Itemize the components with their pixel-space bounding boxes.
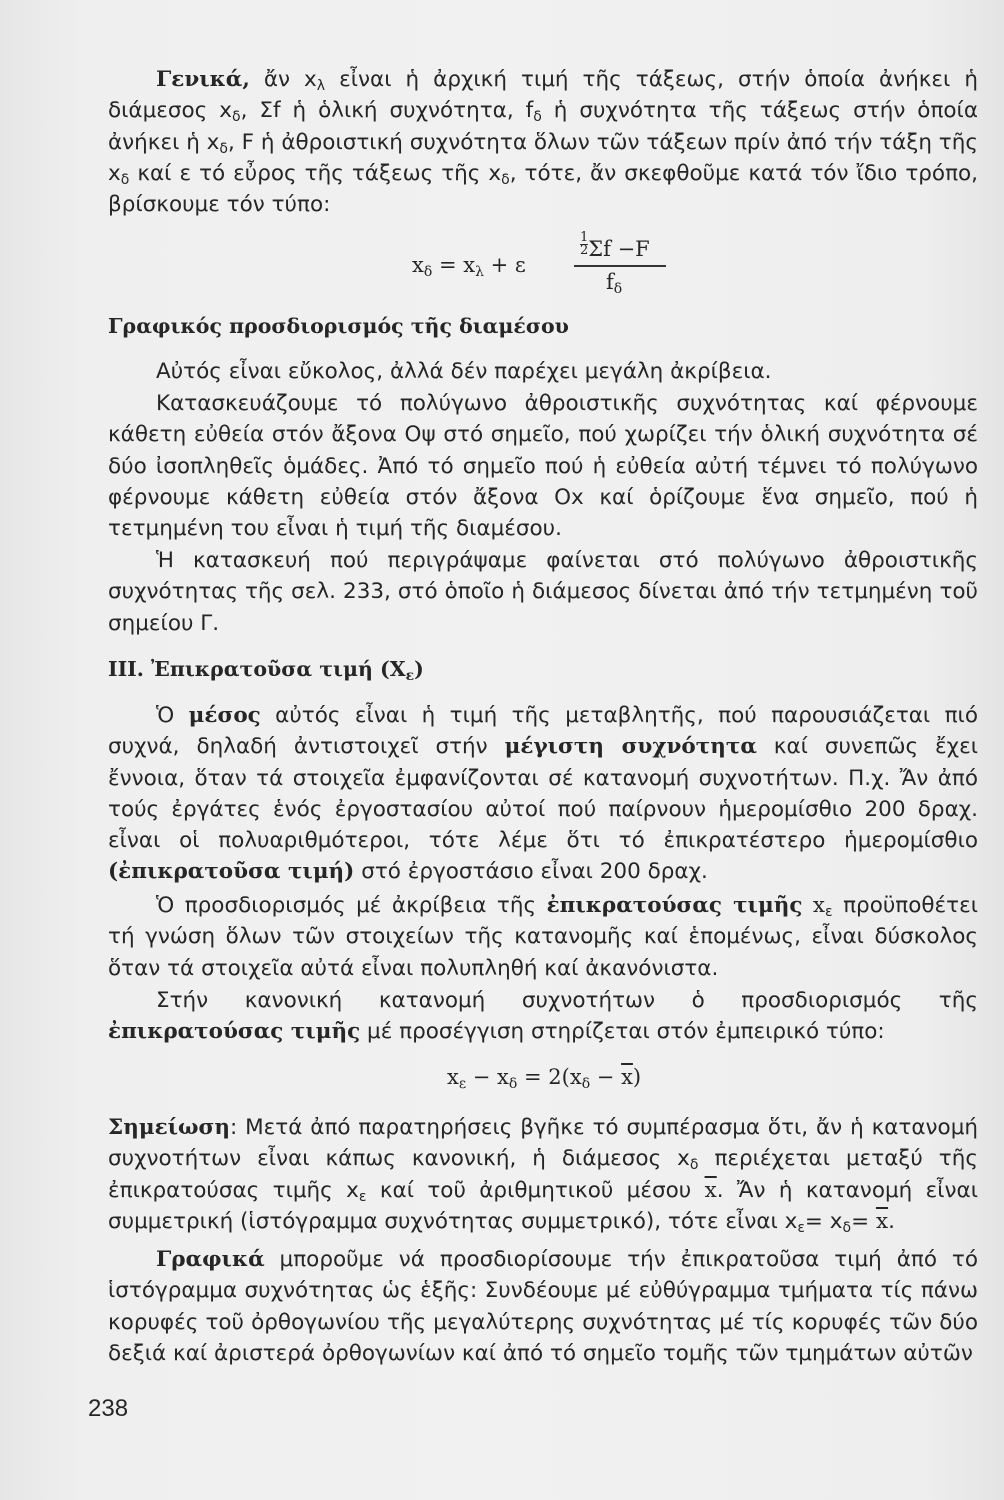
section-heading-mode: III. Ἐπικρατοῦσα τιμή $(X_\varepsilon)$ <box>108 657 424 684</box>
empirical-formula: $x_\varepsilon - x_\delta = 2(x_\delta - \overline{x})$ <box>447 1065 642 1092</box>
paragraph: Ὁ προσδιορισμός μέ ἀκρίβεια τῆς ἐπικρατούσας τιμῆς $x_\varepsilon$ προϋποθέτει τή γνώση ὅλων τῶν στοιχείων τῆς κατανομῆς καί ἑπομένως, εἶναι δύσκολος ὅταν τά στοιχεῖα αὐτά εἶναι πολυπληθή καί ἀκανόνιστα. <box>108 893 978 981</box>
note-label: Σημείωση <box>108 1115 230 1140</box>
paragraph: Στήν κανονική κατανομή συχνοτήτων ὁ προσδιορισμός τῆς ἐπικρατούσας τιμῆς μέ προσέγγιση στηρίζεται στόν ἐμπειρικό τύπο: <box>108 988 978 1045</box>
paragraph: Γραφικά μποροῦμε νά προσδιορίσουμε τήν ἐπικρατοῦσα τιμή ἀπό τό ἱστόγραμμα συχνότητας ὡς ἑξῆς: Συνδέουμε μέ εὐθύγραμμα τμήματα τίς πάνω κορυφές τοῦ ὀρθογωνίου τῆς μεγαλύτερης συχνότητας μέ τίς κορυφές τῶν δύο δεξιά καί ἀριστερά ὀρθογωνίων καί ἀπό τό σημεῖο τομῆς τῶν τμημάτων αὐτῶν <box>108 1247 978 1366</box>
section-heading-graphical-median: Γραφικός προσδιορισμός τῆς διαμέσου <box>108 314 569 338</box>
paragraph: Κατασκευάζουμε τό πολύγωνο ἀθροιστικῆς συχνότητας καί φέρνουμε κάθετη εὐθεία στόν ἄξονα Οψ στό σημεῖο, πού χωρίζει τήν ὁλική συχνότητα σέ δύο ἰσοπληθεῖς ὁμάδες. Ἀπό τό σημεῖο πού ἡ εὐθεία αὐτή τέμνει τό πολύγωνο φέρνουμε κάθετη εὐθεία στόν ἄξονα Οx καί ὁρίζουμε ἕνα σημεῖο, πού ἡ τετμημένη του εἶναι ἡ τιμή τῆς διαμέσου. <box>108 391 978 542</box>
fraction-bar <box>574 265 666 267</box>
lead-word: Γενικά, <box>156 67 250 92</box>
one-half: $\frac{1}{2}$ <box>580 230 589 258</box>
page: Γενικά, ἄν $x_\lambda$ εἶναι ἡ ἀρχική τιμή τῆς τάξεως, στήν ὁποία ἀνήκει ἡ διάμεσος $x_\delta$, Σf ἡ ὁλική συχνότητα, $f_\delta$ ἡ συχνότητα τῆς τάξεως στήν ὁποία ἀνήκει ἡ $x_\delta$, F ἡ ἀθροιστική συχνότητα ὅλων τῶν τάξεων πρίν ἀπό τήν τάξη τῆς $x_\delta$ καί ε τό εὖρος τῆς τάξεως τῆς $x_\delta$, τότε, ἄν σκεφθοῦμε κατά τόν ἴδιο τρόπο, βρίσκουμε τόν τύπο: $x_\delta = x_\lambda + \varepsilon$ $\frac{1}{2}$ Σf −F $f_\delta$ Γραφικός προσδιορισμός τῆς διαμέσου Αὐτός εἶναι εὔκολος, ἀλλά δέν παρέχει μεγάλη ἀκρίβεια. Κατασκευάζουμε τό πολύγωνο ἀθροιστικῆς συχνότητας καί φέρνουμε κάθετη εὐθεία στόν ἄξονα Οψ στό σημεῖο, πού χωρίζει τήν ὁλική συχνότητα σέ δύο ἰσοπληθεῖς ὁμάδες. Ἀπό τό σημεῖο πού ἡ εὐθεία αὐτή τέμνει τό πολύγωνο φέρνουμε κάθετη εὐθεία στόν ἄξονα Οx καί ὁρίζουμε ἕνα σημεῖο, πού ἡ τετμημένη του εἶναι ἡ τιμή τῆς διαμέσου. Ἡ κατασκευή πού περιγράψαμε φαίνεται στό πολύγωνο ἀθροιστικῆς συχνότητας τῆς σελ. 233, στό ὁποῖο ἡ διάμεσος δίνεται ἀπό τήν τετμημένη τοῦ σημείου Γ. III. Ἐπικρατοῦσα τιμή $(X_\varepsilon)$ Ὁ μέσος αὐτός εἶναι ἡ τιμή τῆς μεταβλητῆς, πού παρουσιάζεται πιό συχνά, δηλαδή ἀντιστοιχεῖ στήν μέγιστη συχνότητα καί συνεπῶς ἔχει ἔννοια, ὅταν τά στοιχεῖα ἐμφανίζονται σέ κατανομή συχνοτήτων. Π.χ. Ἄν ἀπό τούς ἐργάτες ἑνός ἐργοστασίου αὐτοί πού παίρνουν ἡμερομίσθιο 200 δραχ. εἶναι οἱ πολυαριθμότεροι, τότε λέμε ὅτι τό ἐπικρατέστερο ἡμερομίσθιο (ἐπικρατοῦσα τιμή) στό ἐργοστάσιο εἶναι 200 δραχ. Ὁ προσδιορισμός μέ ἀκρίβεια τῆς ἐπικρατούσας τιμῆς $x_\varepsilon$ προϋποθέτει τή γνώση ὅλων τῶν στοιχείων τῆς κατανομῆς καί ἑπομένως, εἶναι δύσκολος ὅταν τά στοιχεῖα αὐτά εἶναι πολυπληθή καί ἀκανόνιστα. Στήν κανονική κατανομή συχνοτήτων ὁ προσδιορισμός τῆς ἐπικρατούσας τιμῆς μέ προσέγγιση στηρίζεται στόν ἐμπειρικό τύπο: $x_\varepsilon - x_\delta = 2(x_\delta - \overline{x})$ Σημείωση: Μετά ἀπό παρατηρήσεις βγῆκε τό συμπέρασμα ὅτι, ἄν ἡ κατανομή συχνοτήτων εἶναι κάπως κανονική, ἡ διάμεσος $x_\delta$ περιέχεται μεταξύ τῆς ἐπικρατούσας τιμῆς $x_\varepsilon$ καί τοῦ ἀριθμητικοῦ μέσου $\overline{x}$. Ἄν ἡ κατανομή εἶναι συμμετρική (ἱστόγραμμα συχνότητας συμμετρικό), τότε εἶναι $x_\varepsilon= x_\delta= \overline{x}$. Γραφικά μποροῦμε νά προσδιορίσουμε τήν ἐπικρατοῦσα τιμή ἀπό τό ἱστόγραμμα συχνότητας ὡς ἑξῆς: Συνδέουμε μέ εὐθύγραμμα τμήματα τίς πάνω κορυφές τοῦ ὀρθογωνίου τῆς μεγαλύτερης συχνότητας μέ τίς κορυφές τῶν δύο δεξιά καί ἀριστερά ὀρθογωνίων καί ἀπό τό σημεῖο τομῆς τῶν τμημάτων αὐτῶν 238 <box>0 0 1004 1500</box>
paragraph: Αὐτός εἶναι εὔκολος, ἀλλά δέν παρέχει μεγάλη ἀκρίβεια. <box>156 359 772 384</box>
note-paragraph: Σημείωση: Μετά ἀπό παρατηρήσεις βγῆκε τό συμπέρασμα ὅτι, ἄν ἡ κατανομή συχνοτήτων εἶναι κάπως κανονική, ἡ διάμεσος $x_\delta$ περιέχεται μεταξύ τῆς ἐπικρατούσας τιμῆς $x_\varepsilon$ καί τοῦ ἀριθμητικοῦ μέσου $\overline{x}$. Ἄν ἡ κατανομή εἶναι συμμετρική (ἱστόγραμμα συχνότητας συμμετρικό), τότε εἶναι $x_\varepsilon= x_\delta= \overline{x}$. <box>108 1115 979 1236</box>
paragraph: Ὁ μέσος αὐτός εἶναι ἡ τιμή τῆς μεταβλητῆς, πού παρουσιάζεται πιό συχνά, δηλαδή ἀντιστοιχεῖ στήν μέγιστη συχνότητα καί συνεπῶς ἔχει ἔννοια, ὅταν τά στοιχεῖα ἐμφανίζονται σέ κατανομή συχνοτήτων. Π.χ. Ἄν ἀπό τούς ἐργάτες ἑνός ἐργοστασίου αὐτοί πού παίρνουν ἡμερομίσθιο 200 δραχ. εἶναι οἱ πολυαριθμότεροι, τότε λέμε ὅτι τό ἐπικρατέστερο ἡμερομίσθιο (ἐπικρατοῦσα τιμή) στό ἐργοστάσιο εἶναι 200 δραχ. <box>108 703 978 885</box>
intro-paragraph: Γενικά, ἄν $x_\lambda$ εἶναι ἡ ἀρχική τιμή τῆς τάξεως, στήν ὁποία ἀνήκει ἡ διάμεσος $x_\delta$, Σf ἡ ὁλική συχνότητα, $f_\delta$ ἡ συχνότητα τῆς τάξεως στήν ὁποία ἀνήκει ἡ $x_\delta$, F ἡ ἀθροιστική συχνότητα ὅλων τῶν τάξεων πρίν ἀπό τήν τάξη τῆς $x_\delta$ καί ε τό εὖρος τῆς τάξεως τῆς $x_\delta$, τότε, ἄν σκεφθοῦμε κατά τόν ἴδιο τρόπο, βρίσκουμε τόν τύπο: <box>108 67 979 218</box>
page-number: 238 <box>88 1395 129 1422</box>
paragraph: Ἡ κατασκευή πού περιγράψαμε φαίνεται στό πολύγωνο ἀθροιστικῆς συχνότητας τῆς σελ. 233, στό ὁποῖο ἡ διάμεσος δίνεται ἀπό τήν τετμημένη τοῦ σημείου Γ. <box>108 548 978 636</box>
